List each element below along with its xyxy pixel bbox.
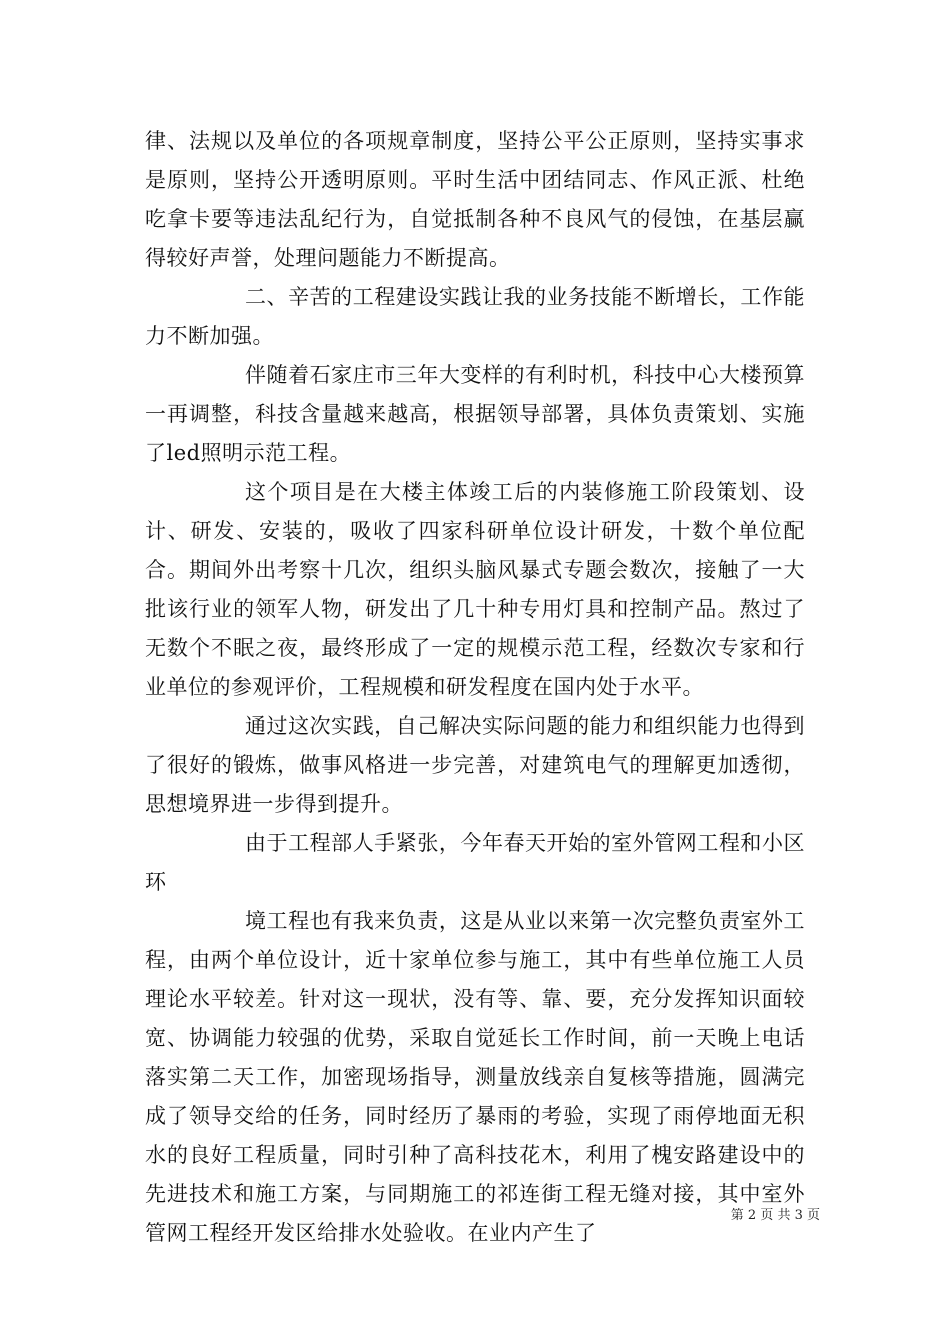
paragraph-6: 由于工程部人手紧张，今年春天开始的室外管网工程和小区环	[145, 831, 805, 894]
page-number-footer: 第 2 页 共 3 页	[730, 1208, 820, 1223]
paragraph-3: 伴随着石家庄市三年大变样的有利时机，科技中心大楼预算一再调整，科技含量越来越高，根据领导部署，具体负责策划、实施了led照明示范工程。	[145, 363, 805, 465]
paragraph-2-heading: 二、辛苦的工程建设实践让我的业务技能不断增长，工作能力不断加强。	[145, 285, 805, 348]
document-body	[145, 122, 805, 1253]
paragraph-4: 这个项目是在大楼主体竣工后的内装修施工阶段策划、设计、研发、安装的，吸收了四家科研单位设计研发，十数个单位配合。期间外出考察十几次，组织头脑风暴式专题会数次，接触了一大批该行业的领军人物，研发出了几十种专用灯具和控制产品。熬过了无数个不眠之夜，最终形成了一定的规模示范工程，经数次专家和行业单位的参观评价，工程规模和研发程度在国内处于水平。	[145, 480, 805, 699]
paragraph-5: 通过这次实践，自己解决实际问题的能力和组织能力也得到了很好的锻炼，做事风格进一步完善，对建筑电气的理解更加透彻，思想境界进一步得到提升。	[145, 714, 805, 816]
paragraph-1: 律、法规以及单位的各项规章制度，坚持公平公正原则，坚持实事求是原则，坚持公开透明原则。平时生活中团结同志、作风正派、杜绝吃拿卡要等违法乱纪行为，自觉抵制各种不良风气的侵蚀，在基层赢得较好声誉，处理问题能力不断提高。	[145, 129, 805, 270]
paragraph-7: 境工程也有我来负责，这是从业以来第一次完整负责室外工程，由两个单位设计，近十家单位参与施工，其中有些单位施工人员理论水平较差。针对这一现状，没有等、靠、要，充分发挥知识面较宽、协调能力较强的优势，采取自觉延长工作时间，前一天晚上电话落实第二天工作，加密现场指导，测量放线亲自复核等措施，圆满完成了领导交给的任务，同时经历了暴雨的考验，实现了雨停地面无积水的良好工程质量，同时引种了高科技花木，利用了槐安路建设中的先进技术和施工方案，与同期施工的祁连街工程无缝对接，其中室外管网工程经开发区给排水处验收。在业内产生了	[145, 909, 805, 1245]
